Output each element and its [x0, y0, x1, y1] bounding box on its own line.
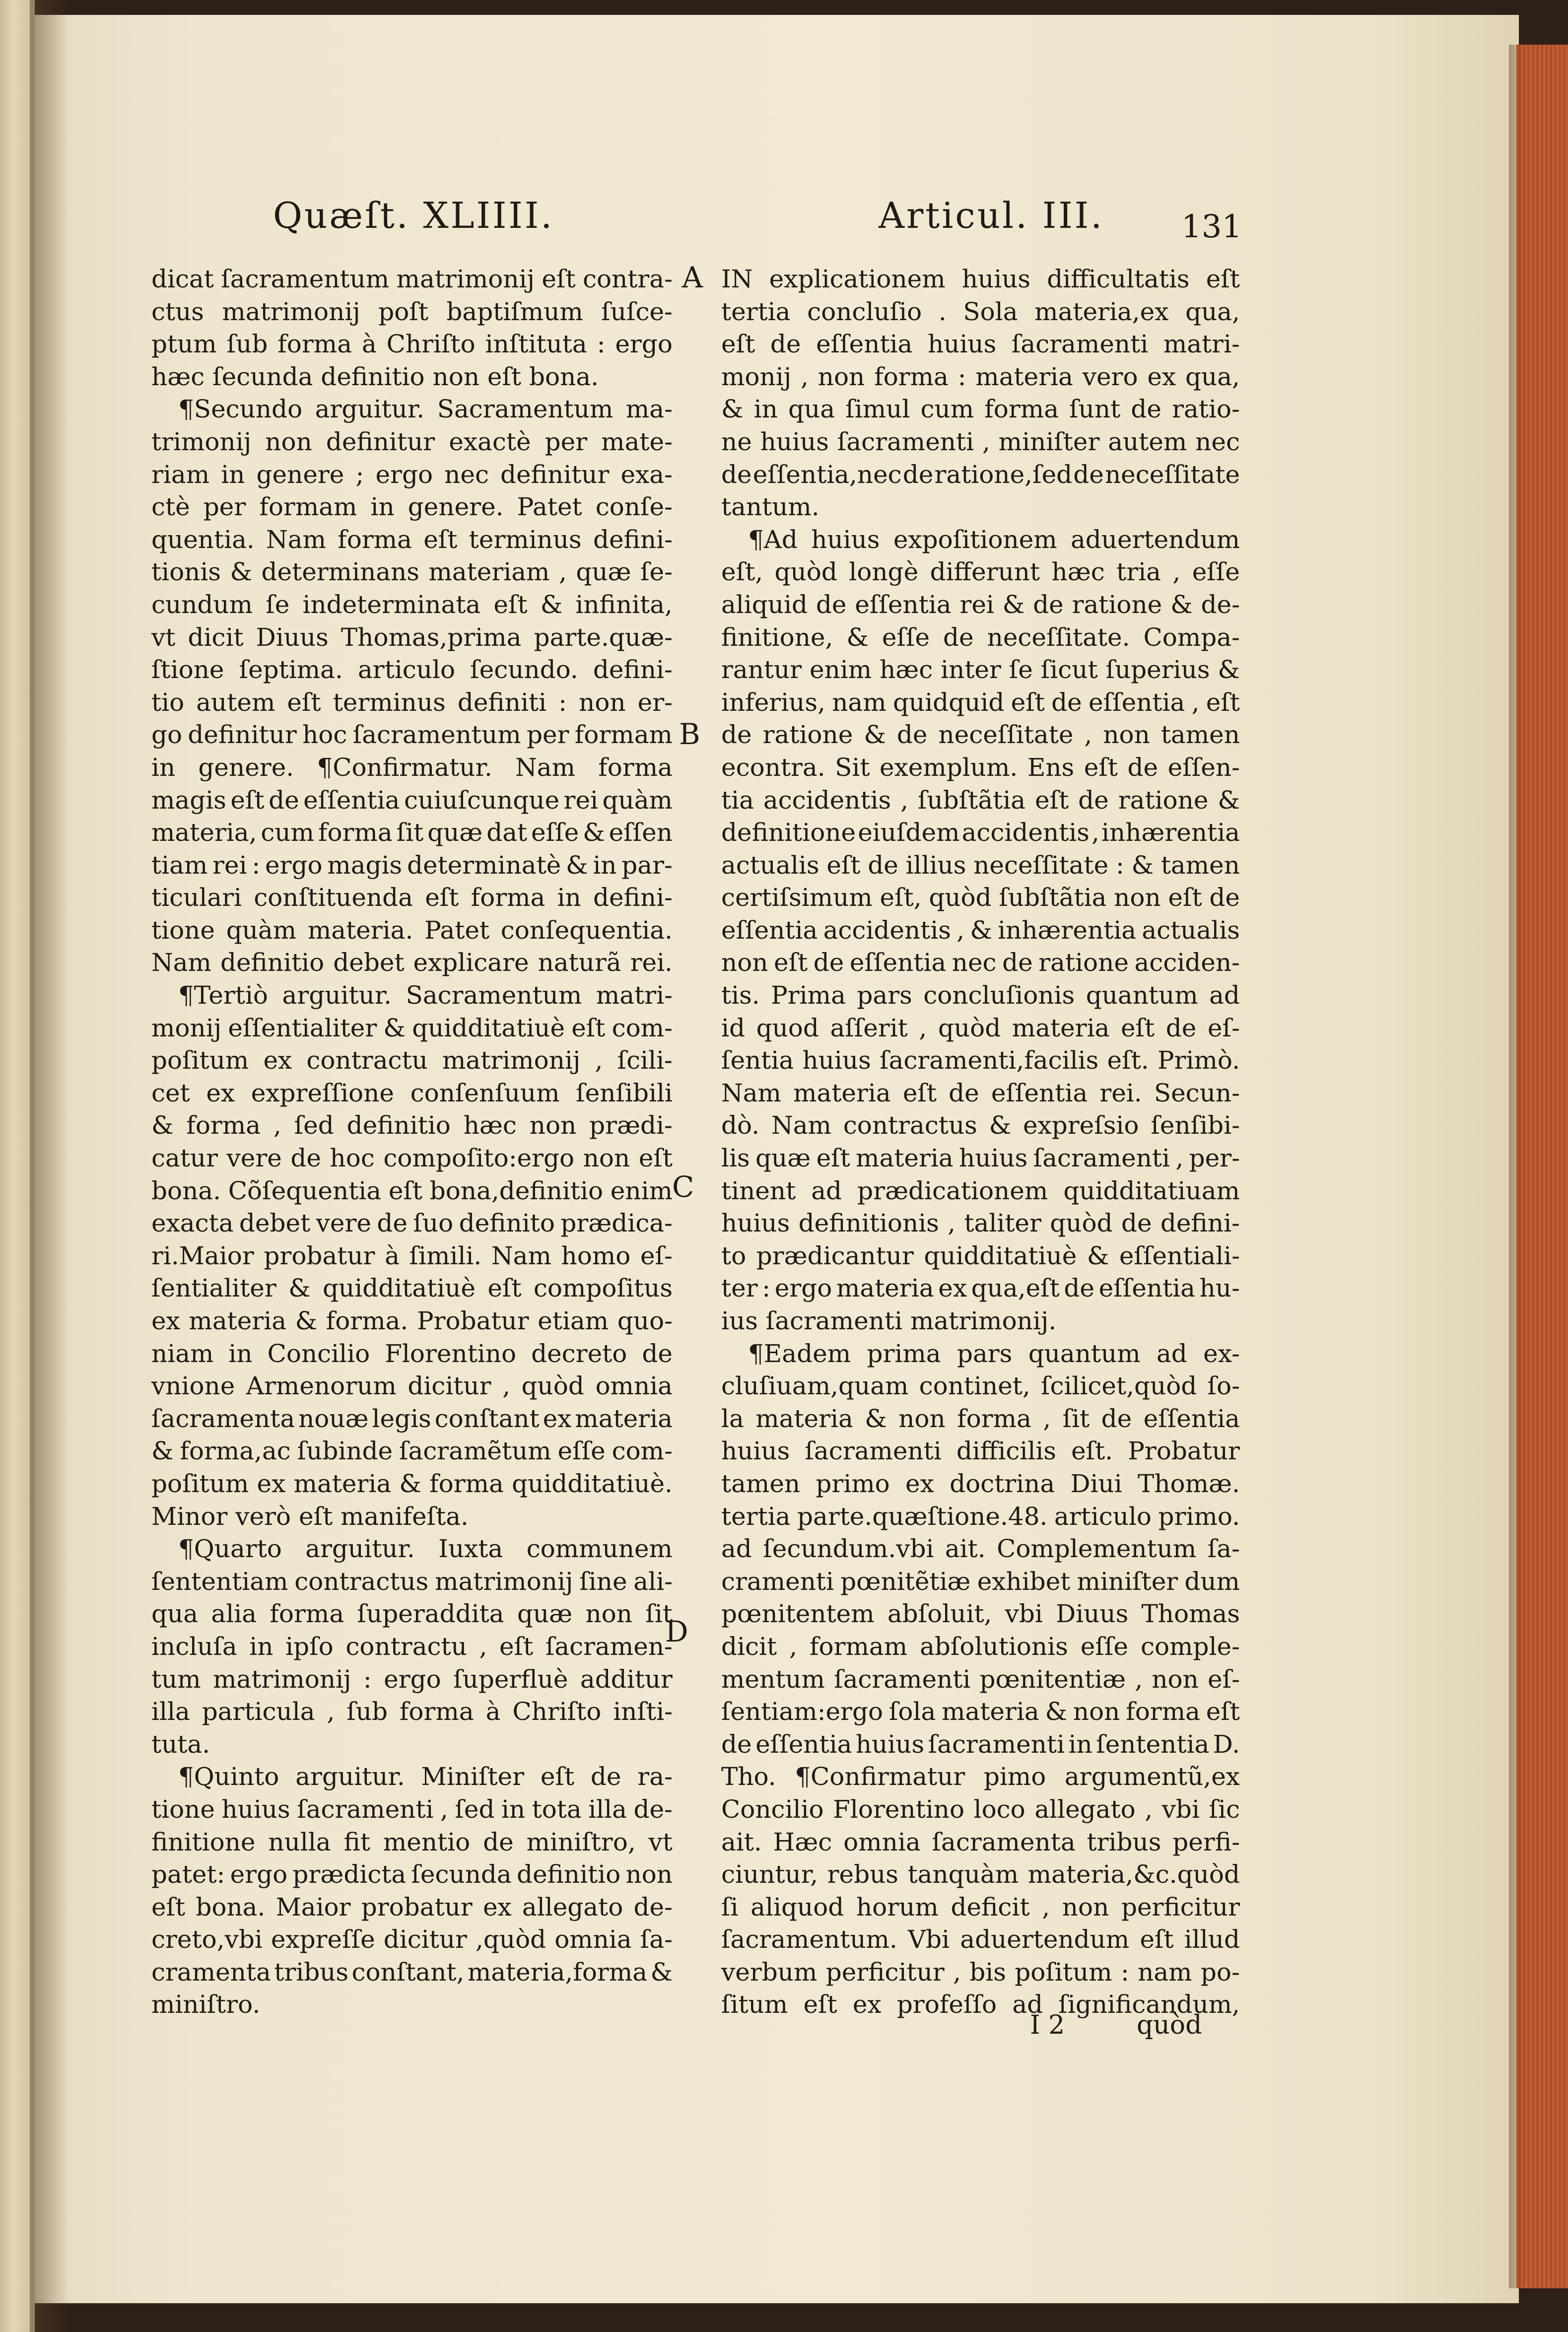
text-line: illa particula , ſub forma à Chriſto inſti- — [151, 1697, 673, 1726]
text-line: econtra. Sit exemplum. Ens eſt de eſſen- — [721, 753, 1240, 782]
text-line: ſentiam:ergo ſola materia & non forma eſt — [721, 1697, 1240, 1726]
text-line: ¶Secundo arguitur. Sacramentum ma- — [178, 395, 673, 424]
text-line: exacta debet vere de ſuo definito prædica- — [151, 1209, 673, 1238]
text-line: miniſtro. — [151, 1990, 261, 2019]
text-line: actualis eſt de illius neceſſitate : & tamen — [721, 850, 1240, 880]
text-line: de eſſentia,nec de ratione,ſed de neceſſitate — [721, 460, 1240, 489]
text-line: vnione Armenorum dicitur , quòd omnia — [151, 1372, 673, 1401]
text-line: monij eſſentialiter & quidditatiuè eſt com- — [151, 1013, 673, 1042]
text-line: de eſſentia huius ſacramenti in ſententia D. — [721, 1729, 1240, 1759]
text-line: ius ſacramenti matrimonij. — [721, 1306, 1057, 1335]
margin-letter-b: B — [679, 717, 700, 751]
text-line: dicit , formam abſolutionis eſſe comple- — [721, 1632, 1240, 1661]
catchword: quòd — [1137, 2010, 1202, 2040]
edge-shadow — [1509, 45, 1524, 2288]
text-line: finitione, & eſſe de neceſſitate. Compa- — [721, 622, 1240, 652]
margin-letter-d: D — [665, 1615, 688, 1648]
text-line: la materia & non forma , ſit de eſſentia — [721, 1404, 1240, 1433]
text-line: bona. Cõſequentia eſt bona,definitio enim — [151, 1176, 673, 1205]
text-line: aliquid de eſſentia rei & de ratione & de- — [721, 590, 1240, 619]
text-line: cramenti pœnitẽtiæ exhibet miniſter dum — [721, 1567, 1240, 1596]
text-line: ſacramenta nouæ legis conſtant ex materia — [151, 1404, 673, 1433]
text-line: materia, cum forma ſit quæ dat eſſe & eſſen — [151, 818, 673, 847]
text-line: ciuntur, rebus tanquàm materia,&c.quòd — [721, 1860, 1240, 1889]
text-line: ter : ergo materia ex qua,eſt de eſſentia hu- — [721, 1274, 1240, 1303]
text-line: cluſiuam,quam continet, ſcilicet,quòd ſo- — [721, 1372, 1240, 1401]
text-line: tia accidentis , ſubſtãtia eſt de ratione & — [721, 785, 1240, 815]
text-line: cet ex expreſſione conſenſuum ſenſibili — [151, 1078, 673, 1107]
text-line: Concilio Florentino loco allegato , vbi ſic — [721, 1794, 1240, 1824]
text-line: cundum ſe indeterminata eſt & infinita, — [151, 590, 673, 619]
text-line: ſentia huius ſacramenti,facilis eſt. Primò. — [721, 1046, 1240, 1075]
text-line: ſi aliquod horum deficit , non perficitur — [721, 1892, 1240, 1921]
text-line: ¶Tertiò arguitur. Sacramentum matri- — [178, 981, 673, 1010]
text-line: trimonij non definitur exactè per mate- — [151, 427, 673, 456]
text-line: ſentialiter & quidditatiuè eſt compoſitus — [151, 1274, 673, 1303]
text-line: qua alia forma ſuperaddita quæ non ſit — [151, 1599, 673, 1629]
text-line: to prædicantur quidditatiuè & eſſentiali- — [721, 1241, 1240, 1270]
text-line: ri.Maior probatur à ſimili. Nam homo eſ- — [151, 1241, 673, 1270]
text-line: poſitum ex contractu matrimonij , ſcili- — [151, 1046, 673, 1075]
text-line: go definitur hoc ſacramentum per formam — [151, 720, 673, 750]
text-line: mentum ſacramenti pœnitentiæ , non eſ- — [721, 1664, 1240, 1694]
text-line: catur vere de hoc compoſito:ergo non eſt — [151, 1144, 673, 1173]
text-line: & in qua ſimul cum forma ſunt de ratio- — [721, 395, 1240, 424]
text-line: tum matrimonij : ergo ſuperfluè additur — [151, 1664, 673, 1694]
red-page-edges — [1516, 45, 1568, 2288]
text-line: ctus matrimonij poſt baptiſmum ſuſce- — [151, 297, 673, 326]
text-line: incluſa in ipſo contractu , eſt ſacramen- — [151, 1632, 673, 1661]
running-head-right: Articul. III. — [879, 195, 1104, 236]
text-line: tuta. — [151, 1729, 210, 1759]
text-line: riam in genere ; ergo nec definitur exa- — [151, 460, 673, 489]
text-line: cramenta tribus conſtant, materia,forma & — [151, 1957, 673, 1987]
left-column — [151, 263, 673, 2021]
margin-letter-c: C — [672, 1170, 694, 1204]
text-line: ſententiam contractus matrimonij ſine ali- — [151, 1567, 673, 1596]
text-line: tis. Prima pars concluſionis quantum ad — [721, 981, 1240, 1010]
text-line: tionis & determinans materiam , quæ ſe- — [151, 557, 673, 587]
text-line: hæc ſecunda definitio non eſt bona. — [151, 362, 599, 391]
text-line: tantum. — [721, 492, 819, 522]
text-line: lis quæ eſt materia huius ſacramenti , per- — [721, 1144, 1240, 1173]
text-line: Minor verò eſt manifeſta. — [151, 1502, 469, 1531]
text-line: eſt, quòd longè differunt hæc tria , eſſe — [721, 557, 1240, 587]
text-line: ¶Quarto arguitur. Iuxta communem — [178, 1534, 673, 1564]
text-line: ne huius ſacramenti , miniſter autem nec — [721, 427, 1240, 456]
text-line: verbum perficitur , bis poſitum : nam po- — [721, 1957, 1240, 1987]
text-line: IN explicationem huius difficultatis eſt — [721, 265, 1240, 293]
text-line: ¶Quinto arguitur. Miniſter eſt de ra- — [178, 1762, 673, 1791]
text-line: rantur enim hæc inter ſe ſicut ſuperius & — [721, 655, 1240, 685]
text-line: ctè per formam in genere. Patet conſe- — [151, 492, 673, 522]
text-line: definitione eiuſdem accidentis , inhærentia — [721, 818, 1240, 847]
text-line: magis eſt de eſſentia cuiuſcunque rei quàm — [151, 785, 673, 815]
text-line: in genere. ¶Confirmatur. Nam forma — [151, 753, 673, 782]
text-line: de ratione & de neceſſitate , non tamen — [721, 720, 1240, 750]
text-line: id quod aſſerit , quòd materia eſt de eſ- — [721, 1013, 1240, 1042]
signature-mark: I 2 — [1030, 2010, 1065, 2040]
text-line: huius ſacramenti difficilis eſt. Probatur — [721, 1437, 1240, 1466]
text-line: tertia concluſio . Sola materia,ex qua, — [721, 297, 1240, 326]
text-line: monij , non forma : materia vero ex qua, — [721, 362, 1240, 391]
text-line: ſacramentum. Vbi aduertendum eſt illud — [721, 1925, 1240, 1954]
text-line: vt dicit Diuus Thomas,prima parte.quæ- — [151, 622, 673, 652]
text-line: pœnitentem abſoluit, vbi Diuus Thomas — [721, 1599, 1240, 1629]
folio-number: 131 — [1181, 208, 1242, 245]
text-line: tamen primo ex doctrina Diui Thomæ. — [721, 1469, 1240, 1498]
text-line: & forma,ac ſubinde ſacramẽtum eſſe com- — [151, 1437, 673, 1466]
text-line: tio autem eſt terminus definiti : non er- — [151, 687, 673, 717]
text-line: eſt de eſſentia huius ſacramenti matri- — [721, 330, 1240, 359]
text-line: dicat ſacramentum matrimonij eſt contra- — [151, 265, 673, 293]
text-line: non eſt de eſſentia nec de ratione acciden- — [721, 948, 1240, 977]
text-line: certiſsimum eſt, quòd ſubſtãtia non eſt de — [721, 883, 1240, 912]
text-line: ad ſecundum.vbi ait. Complementum ſa- — [721, 1534, 1240, 1564]
right-column — [721, 263, 1240, 2021]
margin-letter-a: A — [682, 261, 703, 294]
text-line: Nam definitio debet explicare naturã rei. — [151, 948, 673, 977]
binding-gutter — [30, 0, 69, 2332]
text-line: niam in Concilio Florentino decreto de — [151, 1339, 673, 1368]
text-line: tinent ad prædicationem quidditatiuam — [721, 1176, 1240, 1205]
text-line: Nam materia eſt de eſſentia rei. Secun- — [721, 1078, 1240, 1107]
text-line: tiam rei : ergo magis determinatè & in par- — [151, 850, 673, 880]
text-line: eſſentia accidentis , & inhærentia actualis — [721, 915, 1240, 945]
text-line: tione huius ſacramenti , ſed in tota illa de- — [151, 1794, 673, 1824]
running-head-left: Quæſt. XLIIII. — [273, 195, 554, 236]
text-line: inferius, nam quidquid eſt de eſſentia , eſt — [721, 687, 1240, 717]
text-line: eſt bona. Maior probatur ex allegato de- — [151, 1892, 673, 1921]
text-line: huius definitionis , taliter quòd de defini- — [721, 1209, 1240, 1238]
text-line: quentia. Nam forma eſt terminus defini- — [151, 525, 673, 554]
text-line: patet: ergo prædicta ſecunda definitio non — [151, 1860, 673, 1889]
text-line: & forma , ſed definitio hæc non prædi- — [151, 1111, 673, 1140]
text-line: ſitum eſt ex profeſſo ad ſignificandum, — [721, 1990, 1240, 2019]
text-line: tertia parte.quæſtione.48. articulo primo. — [721, 1502, 1240, 1531]
text-line: creto,vbi expreſſe dicitur ,quòd omnia ſa- — [151, 1925, 673, 1954]
text-line: finitione nulla fit mentio de miniſtro, vt — [151, 1827, 673, 1856]
text-line: dò. Nam contractus & expreſsio ſenſibi- — [721, 1111, 1240, 1140]
text-line: Tho. ¶Confirmatur pimo argumentũ,ex — [721, 1762, 1240, 1791]
text-line: ſtione ſeptima. articulo ſecundo. defini- — [151, 655, 673, 685]
text-line: ptum ſub forma à Chriſto inſtituta : ergo — [151, 330, 673, 359]
text-line: ¶Ad huius expoſitionem aduertendum — [748, 525, 1240, 554]
text-line: ticulari conſtituenda eſt forma in defini- — [151, 883, 673, 912]
text-line: poſitum ex materia & forma quidditatiuè. — [151, 1469, 673, 1498]
text-line: ¶Eadem prima pars quantum ad ex- — [748, 1339, 1240, 1368]
text-line: ex materia & forma. Probatur etiam quo- — [151, 1306, 673, 1335]
text-line: tione quàm materia. Patet conſequentia. — [151, 915, 673, 945]
text-line: ait. Hæc omnia ſacramenta tribus perfi- — [721, 1827, 1240, 1856]
